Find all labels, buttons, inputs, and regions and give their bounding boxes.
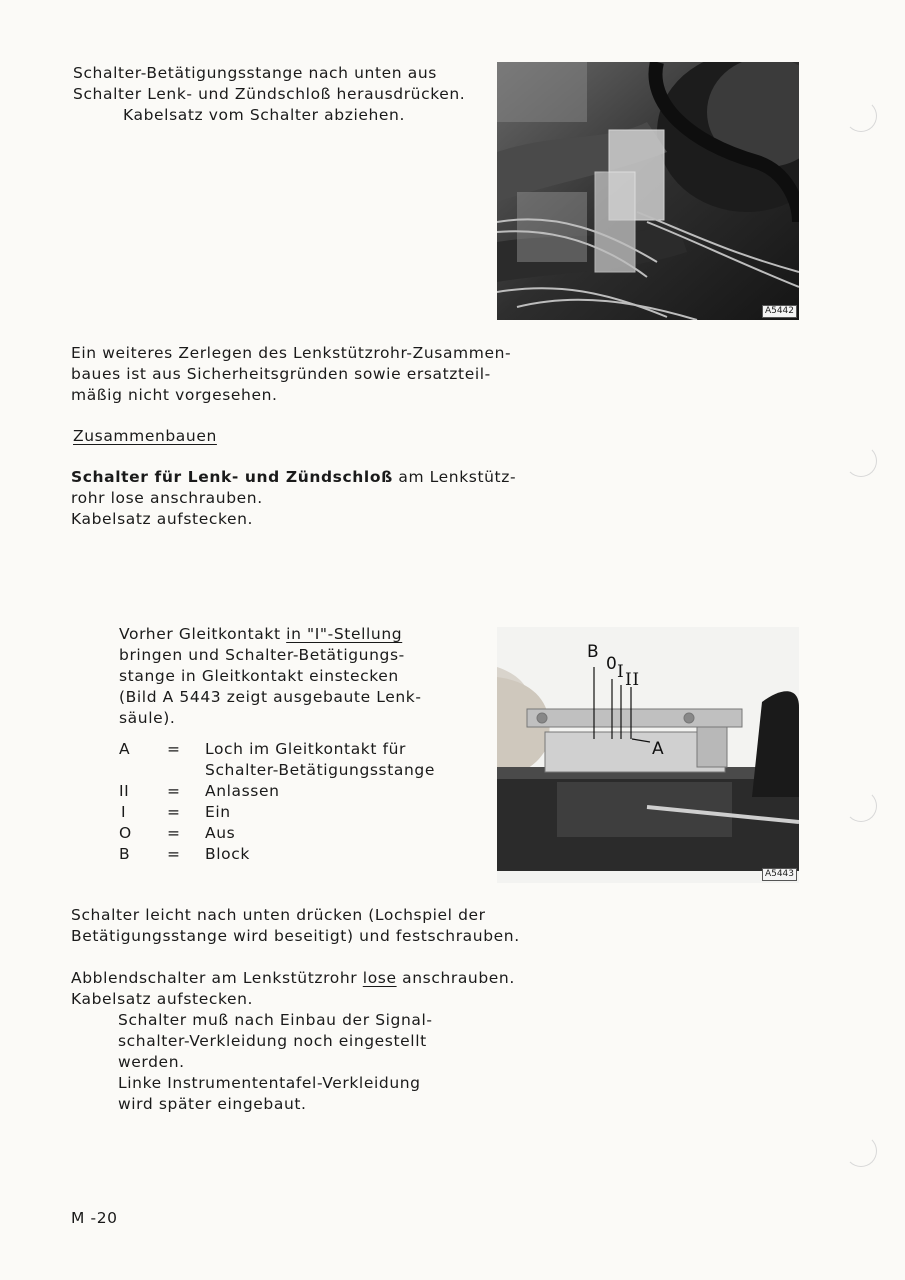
legend-desc: Ein [205, 803, 231, 821]
text-underlined: in "I"-Stellung [286, 625, 403, 643]
callout-ii: II [625, 670, 640, 690]
text-line: Schalter leicht nach unten drücken (Lochspiel der [71, 906, 486, 924]
legend-key: II [119, 782, 130, 800]
text-rest: am Lenkstütz- [392, 468, 517, 486]
text-line: bringen und Schalter-Betätigungs- [119, 646, 405, 664]
text-line: (Bild A 5443 zeigt ausgebaute Lenk- [119, 688, 422, 706]
text-line: rohr lose anschrauben. [71, 489, 263, 507]
text-line: Betätigungsstange wird beseitigt) und festschrauben. [71, 927, 520, 945]
page-number-text: M -20 [71, 1209, 118, 1227]
para-remove-switch-rod [73, 63, 465, 126]
para-no-further-disassembly [71, 343, 511, 406]
text-line: Kabelsatz aufstecken. [71, 990, 254, 1008]
photo-steering-column-switch [497, 627, 799, 883]
text-underlined: lose [362, 969, 397, 987]
text-line: Kabelsatz aufstecken. [71, 510, 254, 528]
figure-label: A5443 [762, 868, 797, 881]
text-line: Schalter-Betätigungsstange nach unten aus [73, 64, 437, 82]
text-pre: Abblendschalter am Lenkstützrohr [71, 969, 363, 987]
para-mount-switch [71, 467, 516, 530]
punch-hole [845, 1135, 877, 1167]
photo-switch-cable-harness [497, 62, 799, 320]
text-line: wird später eingebaut. [118, 1095, 307, 1113]
legend-desc: Block [205, 845, 250, 863]
legend-desc: Aus [205, 824, 236, 842]
text-line [71, 467, 516, 488]
text-pre: Vorher Gleitkontakt [119, 625, 287, 643]
legend-eq: = [167, 803, 181, 821]
callout-o: 0 [606, 654, 618, 674]
callout-i: I [617, 662, 625, 682]
text-line: mäßig nicht vorgesehen. [71, 386, 278, 404]
punch-hole [845, 445, 877, 477]
legend-desc: Loch im Gleitkontakt für [205, 740, 407, 758]
legend-eq: = [167, 740, 181, 758]
text-line: säule). [119, 709, 176, 727]
legend-eq: = [167, 845, 181, 863]
legend [119, 739, 439, 869]
para-press-switch-down [71, 905, 520, 947]
page-number [71, 1208, 118, 1229]
legend-key: O [119, 824, 132, 842]
legend-eq: = [167, 782, 181, 800]
punch-hole [845, 790, 877, 822]
text-line: Schalter muß nach Einbau der Signal- [118, 1011, 433, 1029]
text-line: Linke Instrumententafel-Verkleidung [118, 1074, 421, 1092]
callout-b: B [587, 642, 600, 662]
legend-key: A [119, 740, 131, 758]
legend-key: I [121, 803, 127, 821]
legend-key: B [119, 845, 131, 863]
text-line: baues ist aus Sicherheitsgründen sowie ersatzteil- [71, 365, 491, 383]
heading-text: Zusammenbauen [73, 427, 217, 445]
photo-switch-cable-harness-image [497, 62, 799, 320]
text-line [71, 968, 515, 989]
text-line: stange in Gleitkontakt einstecken [119, 667, 399, 685]
text-bold: Schalter für Lenk- und Zündschloß [71, 468, 393, 486]
para-sliding-contact [119, 624, 422, 729]
para-dimmer-switch [71, 968, 515, 1115]
section-heading [73, 426, 217, 447]
text-line: schalter-Verkleidung noch eingestellt [118, 1032, 427, 1050]
text-line: Schalter Lenk- und Zündschloß herausdrücken. [73, 85, 466, 103]
photo-steering-column-switch-image [497, 627, 799, 883]
legend-desc: Anlassen [205, 782, 280, 800]
text-line: werden. [118, 1053, 185, 1071]
text-line [119, 624, 422, 645]
legend-eq: = [167, 824, 181, 842]
text-post: anschrauben. [396, 969, 515, 987]
figure-label: A5442 [762, 305, 797, 318]
punch-hole [845, 100, 877, 132]
legend-desc: Schalter-Betätigungsstange [205, 761, 436, 779]
callout-a: A [652, 739, 665, 759]
text-line: Ein weiteres Zerlegen des Lenkstützrohr-Zusammen- [71, 344, 512, 362]
text-line: Kabelsatz vom Schalter abziehen. [123, 106, 405, 124]
